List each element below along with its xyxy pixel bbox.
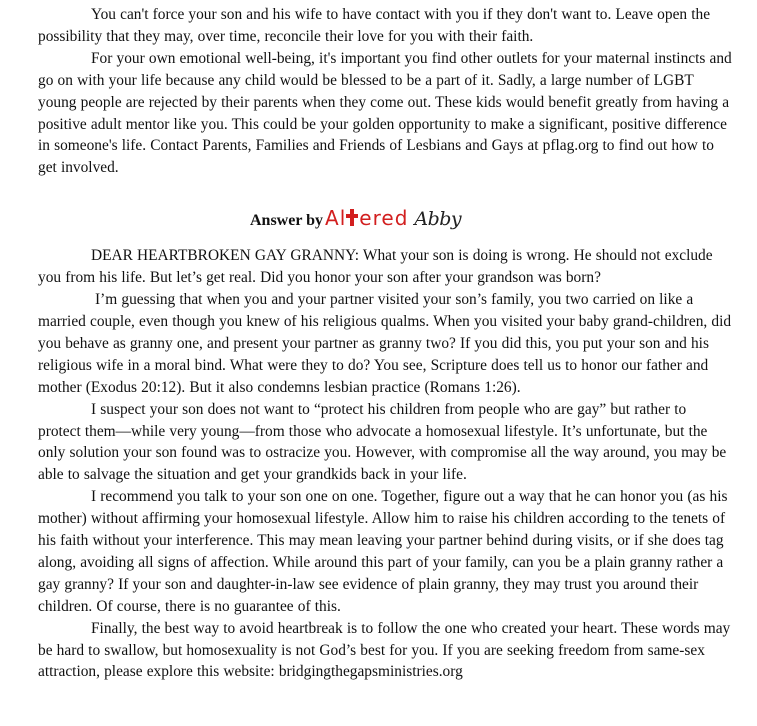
- cross-icon: [346, 209, 358, 226]
- answer-paragraph-1: DEAR HEARTBROKEN GAY GRANNY: What your son is doing is wrong. He should not exclude you from his life. But let’s get real. Did you honor your son after your grandson was born?: [38, 247, 713, 287]
- answer-paragraph-5: Finally, the best way to avoid heartbreak is to follow the one who created your heart. These words may be hard to swallow, but homosexuality is not God’s best for you. If you are seeking freedom from same-sex attraction, please explore this website: bridgingthegapsministries.org: [38, 619, 731, 681]
- altered-abby-logo: [325, 206, 461, 230]
- answer-paragraph-4: I recommend you talk to your son one on one. Together, figure out a way that he can honor you (as his mother) without affirming your homosexual lifestyle. Allow him to raise his children according to the tenets of his faith without your interference. This may mean leaving your partner behind during visits, or if she does tag along, avoiding all signs of affection. While around this part of your family, can you be a plain granny rather a gay granny? If your son and daughter-in-law see evidence of plain granny, they may trust you around their children. Of course, there is no guarantee of this.: [38, 488, 728, 615]
- intro-paragraph-2: For your own emotional well-being, it's important you find other outlets for your maternal instincts and go on with your life because any child would be blessed to be a part of it. Sadly, a large number of LGBT young people are rejected by their parents when they come out. These kids would benefit greatly from having a positive adult mentor like you. This could be your golden opportunity to make a significant, positive difference in someone's life. Contact Parents, Families and Friends of Lesbians and Gays at pflag.org to find out how to get involved.: [38, 49, 732, 177]
- document-body: [38, 4, 733, 683]
- answer-by-label: Answer by: [250, 212, 324, 230]
- answer-heading: [38, 179, 733, 245]
- logo-text-prefix: Al: [325, 206, 347, 231]
- intro-paragraph-1: You can't force your son and his wife to have contact with you if they don't want to. Leave open the possibility that they may, over time, reconcile their love for you with their faith.: [38, 6, 711, 45]
- answer-paragraph-3: I suspect your son does not want to “protect his children from people who are gay” but rather to protect them—while very young—from those who advocate a homosexual lifestyle. It’s unfortunate, but the only solution your son found was to ostracize you. However, with compromise all the way around, you may be able to salvage the situation and get your grandkids back in your life.: [38, 400, 727, 484]
- logo-script-text: Abby: [414, 208, 462, 231]
- answer-paragraph-2: I’m guessing that when you and your partner visited your son’s family, you two carried on like a married couple, even though you knew of his religious qualms. When you visited your baby grand-children, did you behave as granny one, and present your partner as granny two? If you did this, you put your son and his religious wife in a moral bind. What were they to do? You see, Scripture does tell us to honor our father and mother (Exodus 20:12). But it also condemns lesbian practice (Romans 1:26).: [38, 291, 732, 396]
- logo-text-suffix: ered: [359, 206, 409, 231]
